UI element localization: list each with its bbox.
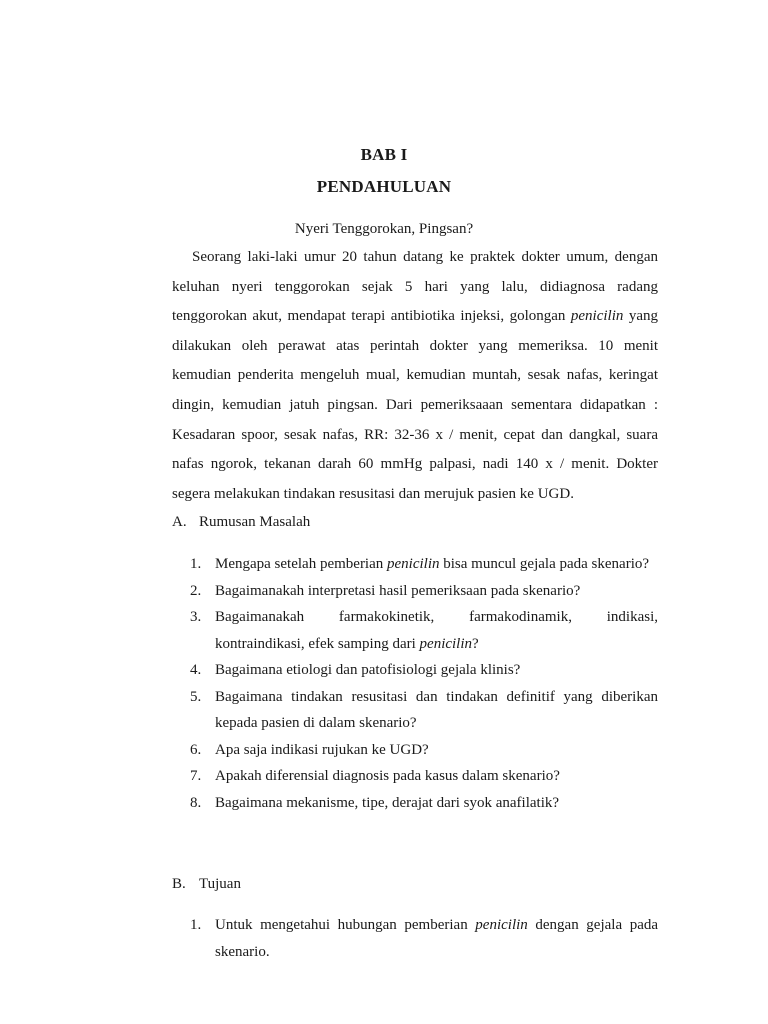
list-item: 8. Bagaimana mekanisme, tipe, derajat dari syok anafilatik?: [190, 794, 560, 811]
scenario-title: Nyeri Tenggorokan, Pingsan?: [294, 221, 474, 237]
problem-list: [190, 551, 658, 816]
scenario-drug-name: penicilin: [570, 308, 624, 325]
list-item: 2. Bagaimanakah interpretasi hasil pemeriksaan pada skenario?: [190, 582, 581, 599]
section-b-heading: [172, 876, 241, 893]
section-a-heading: [172, 514, 310, 531]
chapter-number: BAB I: [360, 145, 408, 164]
list-item: 7. Apakah diferensial diagnosis pada kasus dalam skenario?: [190, 768, 560, 784]
scenario-paragraph: [172, 243, 658, 509]
list-item: 1. Mengapa setelah pemberian penicilin bisa muncul gejala pada skenario?: [190, 556, 650, 572]
section-a-letter: A.: [172, 514, 187, 530]
objective-list: [190, 912, 658, 965]
section-b-title: Tujuan: [199, 876, 241, 892]
scenario-text-part1: Seorang laki-laki umur 20 tahun datang ke praktek dokter umum, dengan keluhan nyeri tenggorokan sejak 5 hari yang lalu, didiagnosa radang tenggorokan akut, mendapat terapi antibiotika injeksi, golongan: [172, 249, 658, 325]
list-item: 3. Bagaimanakah farmakokinetik, farmakodinamik, indikasi, kontraindikasi, efek samping dari penicilin?: [190, 609, 658, 652]
list-item: 4. Bagaimana etiologi dan patofisiologi gejala klinis?: [190, 662, 521, 678]
list-item: 5. Bagaimana tindakan resusitasi dan tindakan definitif yang diberikan kepada pasien di dalam skenario?: [190, 688, 658, 731]
chapter-title: PENDAHULUAN: [316, 177, 452, 196]
section-a-title: Rumusan Masalah: [199, 514, 311, 530]
list-item: 6. Apa saja indikasi rujukan ke UGD?: [190, 741, 429, 758]
section-b-letter: B.: [172, 876, 186, 892]
scenario-text-part2: yang dilakukan oleh perawat atas perintah dokter yang memeriksa. 10 menit kemudian penderita mengeluh mual, kemudian muntah, sesak nafas, keringat dingin, kemudian jatuh pingsan. Dari pemeriksaaan sementara didapatkan : Kesadaran spoor, sesak nafas, RR: 32-36 x / menit, cepat dan dangkal, suara nafas ngorok, tekanan darah 60 mmHg palpasi, nadi 140 x / menit. Dokter segera melakukan tindakan resusitasi dan merujuk pasien ke UGD.: [172, 308, 659, 502]
list-item: 1. Untuk mengetahui hubungan pemberian penicilin dengan gejala pada skenario.: [190, 917, 659, 960]
